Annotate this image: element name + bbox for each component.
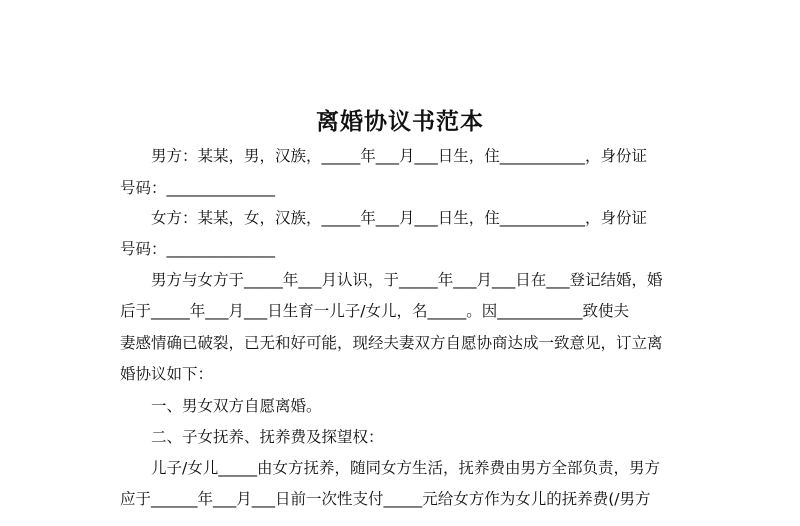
text-line: 应于______年___月___日前一次性支付_____元给女方作为女儿的抚养费(/男方 [120,490,651,508]
text-line: 号码：______________ [120,179,276,197]
text-line: 一、男女双方自愿离婚。 [120,397,322,415]
text-line: 妻感情确已破裂，已无和好可能，现经夫妻双方自愿协商达成一致意见，订立离 [120,334,663,352]
text-line: 后于_____年___月___日生育一儿子/女儿，名_____。因___________致使夫 [120,302,629,320]
text-line: 女方：某某，女，汉族，_____年___月___日生，住___________，身份证 [120,209,648,227]
text-line: 男方：某某，男，汉族，_____年___月___日生，住___________，身份证 [120,147,648,165]
text-line: 男方与女方于_____年___月认识，于_____年___月___日在___登记结婚，婚 [120,271,663,289]
text-line: 儿子/女儿_____由女方抚养，随同女方生活，抚养费由男方全部负责，男方 [120,459,660,477]
text-line: 二、子女抚养、抚养费及探望权： [120,428,384,446]
document-title: 离婚协议书范本 [316,109,484,135]
text-line: 婚协议如下： [120,365,214,383]
text-line: 号码：______________ [120,240,276,258]
